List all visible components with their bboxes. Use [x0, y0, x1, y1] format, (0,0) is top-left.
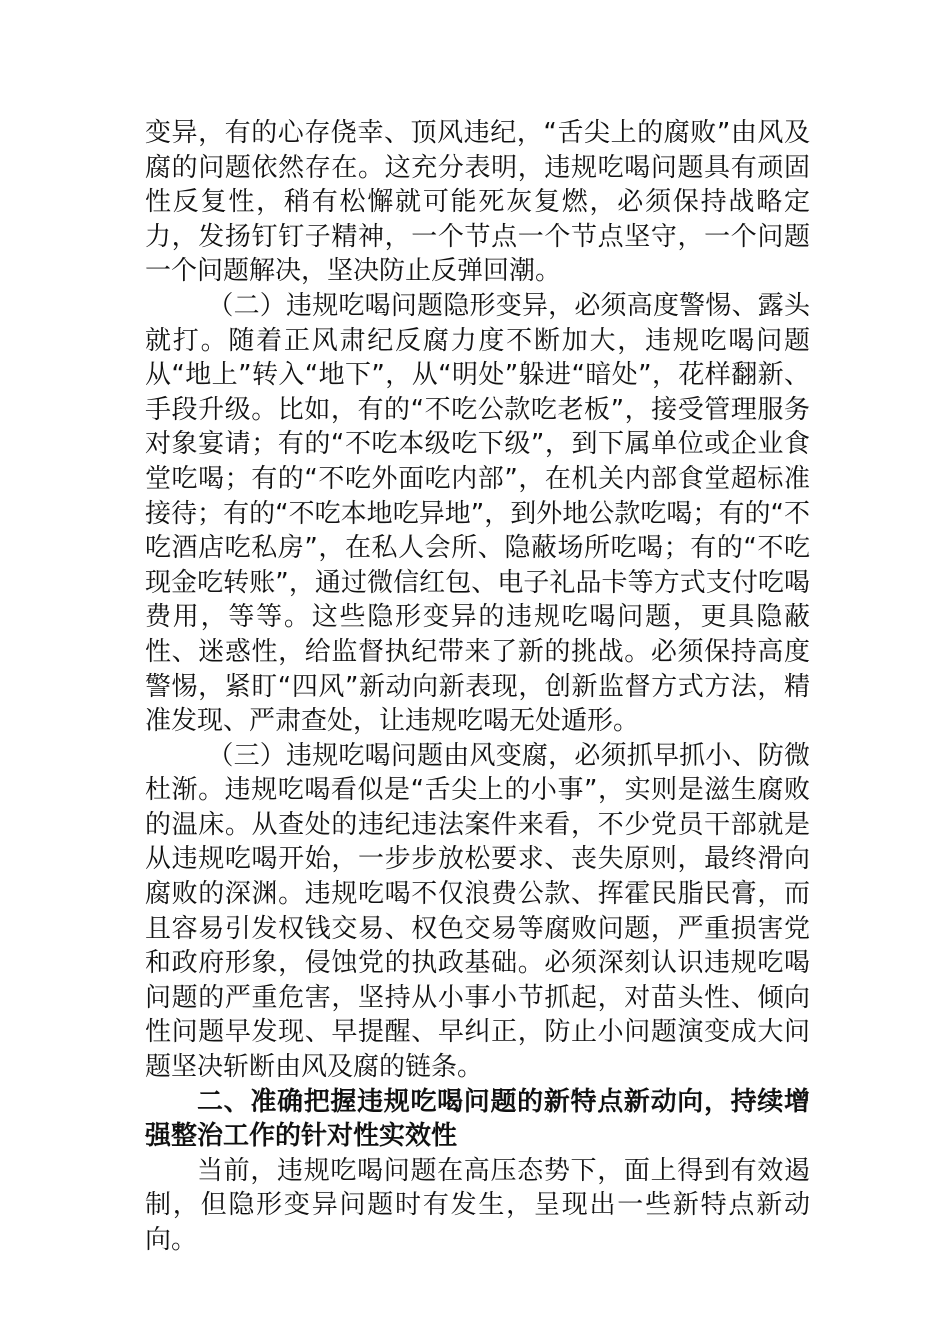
- paragraph-intro: 当前，违规吃喝问题在高压态势下，面上得到有效遏制，但隐形变异问题时有发生，呈现出一些新特点新动向。: [145, 1155, 810, 1255]
- section-heading-2: 二、准确把握违规吃喝问题的新特点新动向，持续增强整治工作的针对性实效性: [145, 1086, 810, 1152]
- paragraph-section-2: （二）违规吃喝问题隐形变异，必须高度警惕、露头就打。随着正风肃纪反腐力度不断加大，违规吃喝问题从“地上”转入“地下”，从“明处”躲进“暗处”，花样翻新、手段升级。比如，有的“不吃公款吃老板”，接受管理服务对象宴请；有的“不吃本级吃下级”，到下属单位或企业食堂吃喝；有的“不吃外面吃内部”，在机关内部食堂超标准接待；有的“不吃本地吃异地”，到外地公款吃喝；有的“不吃酒店吃私房”，在私人会所、隐蔽场所吃喝；有的“不吃现金吃转账”，通过微信红包、电子礼品卡等方式支付吃喝费用，等等。这些隐形变异的违规吃喝问题，更具隐蔽性、迷惑性，给监督执纪带来了新的挑战。必须保持高度警惕，紧盯“四风”新动向新表现，创新监督方式方法，精准发现、严肃查处，让违规吃喝无处遁形。: [145, 290, 810, 737]
- paragraph-continuation: 变异，有的心存侥幸、顶风违纪，“舌尖上的腐败”由风及腐的问题依然存在。这充分表明，违规吃喝问题具有顽固性反复性，稍有松懈就可能死灰复燃，必须保持战略定力，发扬钉钉子精神，一个节点一个节点坚守，一个问题一个问题解决，坚决防止反弹回潮。: [145, 118, 810, 287]
- document-body: [145, 116, 810, 1258]
- paragraph-section-3: （三）违规吃喝问题由风变腐，必须抓早抓小、防微杜渐。违规吃喝看似是“舌尖上的小事”，实则是滋生腐败的温床。从查处的违纪违法案件来看，不少党员干部就是从违规吃喝开始，一步步放松要求、丧失原则，最终滑向腐败的深渊。违规吃喝不仅浪费公款、挥霍民脂民膏，而且容易引发权钱交易、权色交易等腐败问题，严重损害党和政府形象，侵蚀党的执政基础。必须深刻认识违规吃喝问题的严重危害，坚持从小事小节抓起，对苗头性、倾向性问题早发现、早提醒、早纠正，防止小问题演变成大问题坚决斩断由风及腐的链条。: [145, 740, 810, 1083]
